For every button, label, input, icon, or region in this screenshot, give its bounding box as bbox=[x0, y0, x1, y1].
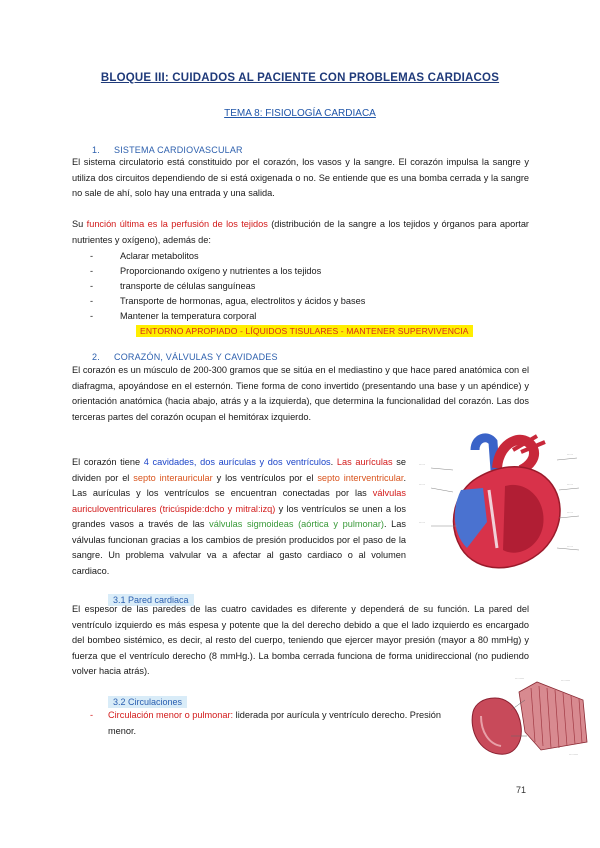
svg-text:·····: ····· bbox=[419, 483, 425, 487]
subsection-3-2-heading: 3.2 Circulaciones bbox=[108, 696, 187, 708]
subsection-3-2-bullet bbox=[90, 708, 462, 739]
list-item: - Transporte de hormonas, agua, electrolitos y ácidos y bases bbox=[90, 294, 510, 309]
p2-septum-inter-auricular: septo interauricular bbox=[133, 472, 213, 483]
document-title: BLOQUE III: CUIDADOS AL PACIENTE CON PROBLEMAS CARDIACOS bbox=[100, 72, 500, 84]
p2-text: . bbox=[330, 457, 337, 467]
heart-muscle-diagram bbox=[465, 672, 593, 758]
p2-av-valves: válvulas auriculoventriculares (tricúspide:dcho y mitral:izq) bbox=[72, 488, 406, 514]
section-2-heading bbox=[92, 352, 278, 362]
section-1-bullet-list bbox=[90, 249, 510, 324]
p2-text: . Las aurículas y los ventrículos se encuentran conectadas por las bbox=[72, 472, 407, 498]
svg-text:·····: ····· bbox=[567, 545, 573, 549]
subsection-3-1-paragraph: El espesor de las paredes de las cuatro cavidades es diferente y dependerá de su función. La pared del ventrículo izquierdo es más espesa y potente que la del derecho debido a que el lado izquierdo es encargado del bombeo sistémico, es decir, al resto del cuerpo, teniendo que ejercer mayor presión (mayor a 80 mmHg) y fuerza que el ventrículo derecho (8 mmHg.). La bomba cerrada funciona de forma unidireccional (no pudiendo volver hacia atrás). bbox=[72, 604, 529, 676]
svg-text:·····: ····· bbox=[567, 511, 573, 515]
p2-cavities: 4 cavidades, dos aurículas y dos ventrículos bbox=[143, 457, 331, 467]
highlight-note: ENTORNO APROPIADO - LÍQUIDOS TISULARES - MANTENER SUPERVIVENCIA bbox=[136, 325, 473, 337]
svg-text:········: ········ bbox=[569, 753, 579, 757]
list-item bbox=[90, 708, 462, 739]
section-1-paragraph-2 bbox=[72, 217, 529, 248]
section-2-number: 2. bbox=[92, 352, 100, 362]
subsection-3-1-heading: 3.1 Pared cardiaca bbox=[108, 594, 194, 606]
list-item: - Aclarar metabolitos bbox=[90, 249, 510, 264]
p2-text: El corazón tiene bbox=[72, 457, 144, 467]
section-1-number: 1. bbox=[92, 145, 100, 155]
p2-text: y los ventrículos se unen a los grandes vasos a través de las bbox=[72, 503, 406, 529]
svg-text:········: ········ bbox=[515, 677, 525, 681]
p2-text: y los ventrículos por el bbox=[212, 472, 318, 483]
p2-text: . Las válvulas funcionan gracias a los cambios de presión producidos por el paso de la sangre. Un problema valvular va a afectar al gasto cardiaco o al volumen cardiaco. bbox=[72, 519, 406, 576]
svg-text:·····: ····· bbox=[419, 521, 425, 525]
circulation-term: Circulación menor o pulmonar: bbox=[108, 710, 234, 720]
page-number: 71 bbox=[516, 785, 527, 795]
para2-prefix: Su bbox=[72, 219, 87, 229]
para2-suffix: (distribución de la sangre a los tejidos y órganos para aportar nutrientes y oxígeno), además de: bbox=[72, 219, 529, 245]
svg-text:·····: ····· bbox=[567, 453, 573, 457]
para2-red-text: función última es la perfusión de los tejidos bbox=[86, 219, 268, 229]
section-2-title: CORAZÓN, VÁLVULAS Y CAVIDADES bbox=[114, 352, 278, 362]
p2-auricles: Las aurículas bbox=[336, 457, 393, 467]
section-1-paragraph-1: El sistema circulatorio está constituido por el corazón, los vasos y la sangre. El corazón impulsa la sangre y utiliza dos circuitos dependiendo de si está oxigenada o no. Se entiende que es una bomba cerrada y la sangre no sale de ahí, solo hay una entrada y una salida. bbox=[72, 157, 529, 198]
document-subtitle: TEMA 8: FISIOLOGÍA CARDIACA bbox=[224, 108, 376, 119]
bullet-dash: - bbox=[90, 710, 94, 720]
section-1-title: SISTEMA CARDIOVASCULAR bbox=[114, 145, 243, 155]
heart-anatomy-diagram bbox=[417, 430, 589, 578]
p2-sigmoid-valves: válvulas sigmoideas (aórtica y pulmonar) bbox=[209, 519, 384, 529]
highlight-note-wrapper bbox=[136, 321, 473, 339]
section-2-paragraph-1: El corazón es un músculo de 200-300 gramos que se sitúa en el mediastino y que hace pared anatómica con el diafragma, apoyándose en el esternón. Tiene forma de cono invertido (presentando una base y un apéndice) y orientación anatómica (hacia abajo, atrás y a la izquierda), que determina la funcionalidad del corazón. Las dos terceras partes del corazón ocupan el hemitórax izquierdo. bbox=[72, 365, 529, 422]
p2-text: se dividen por el bbox=[72, 457, 406, 483]
circulation-description: liderada por aurícula y ventrículo derecho. Presión menor. bbox=[108, 710, 441, 736]
section-1-heading bbox=[92, 145, 243, 155]
svg-text:·····: ····· bbox=[567, 483, 573, 487]
p2-septum-inter-ventricular: septo interventricular bbox=[317, 472, 404, 483]
list-item: - Proporcionando oxígeno y nutrientes a los tejidos bbox=[90, 264, 510, 279]
svg-text:·····: ····· bbox=[419, 463, 425, 467]
section-2-paragraph-2 bbox=[72, 455, 406, 579]
list-item: - transporte de células sanguíneas bbox=[90, 279, 510, 294]
list-item: - Mantener la temperatura corporal bbox=[90, 309, 510, 324]
svg-text:········: ········ bbox=[561, 679, 571, 683]
